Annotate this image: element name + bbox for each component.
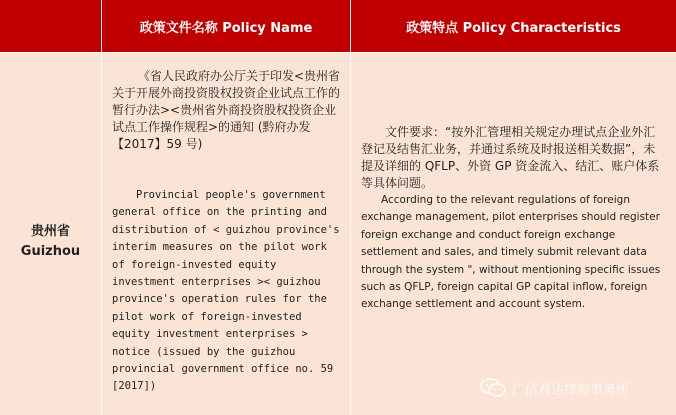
watermark-text: 广信君达律师事务所 [512,382,630,398]
header-policy-name: 政策文件名称 Policy Name [102,0,350,52]
policy-name-cn: 《省人民政府办公厅关于印发<贵州省关于开展外商投资股权投资企业试点工作的暂行办法><贵州省外商投资股权投资企业试点工作操作规程>的通知 (黔府办发【2017】59 号) [112,69,341,151]
characteristics-en: According to the relevant regulations of foreign exchange management, pilot enterprises should register foreign exchange and conduct foreign exchange settlement and sales, and timely submit relevant data through the system ", without mentioning specific issues such as QFLP, foreign capital GP capital inflow, foreign exchange settlement and account system. [361,194,661,311]
wechat-icon [480,378,506,398]
header-province-cell [0,0,101,52]
row-divider [0,52,676,53]
characteristics-cn: 文件要求：“按外汇管理相关规定办理试点企业外汇登记及结售汇业务，并通过系统及时报送相关数据”，未提及详细的 QFLP、外资 GP 资金流入、结汇、账户体系等具体问题。 [361,125,660,190]
column-divider [350,0,351,415]
province-cell [0,222,101,262]
province-name-en: Guizhou [20,244,81,259]
header-policy-characteristics: 政策特点 Policy Characteristics [351,0,676,52]
watermark [480,376,629,400]
policy-name-en: Provincial people's government general office on the printing and distribution of < guizhou province's interim measures on the pilot work of foreign-invested equity investment enterprises >< guizhou province's operation rules for the pilot work of foreign-invested equity investment enterprises > notice (issued by the guizhou provincial government office no. 59 [2017]) [112,189,340,393]
column-divider [101,0,102,415]
province-name-cn: 贵州省 [30,224,70,239]
